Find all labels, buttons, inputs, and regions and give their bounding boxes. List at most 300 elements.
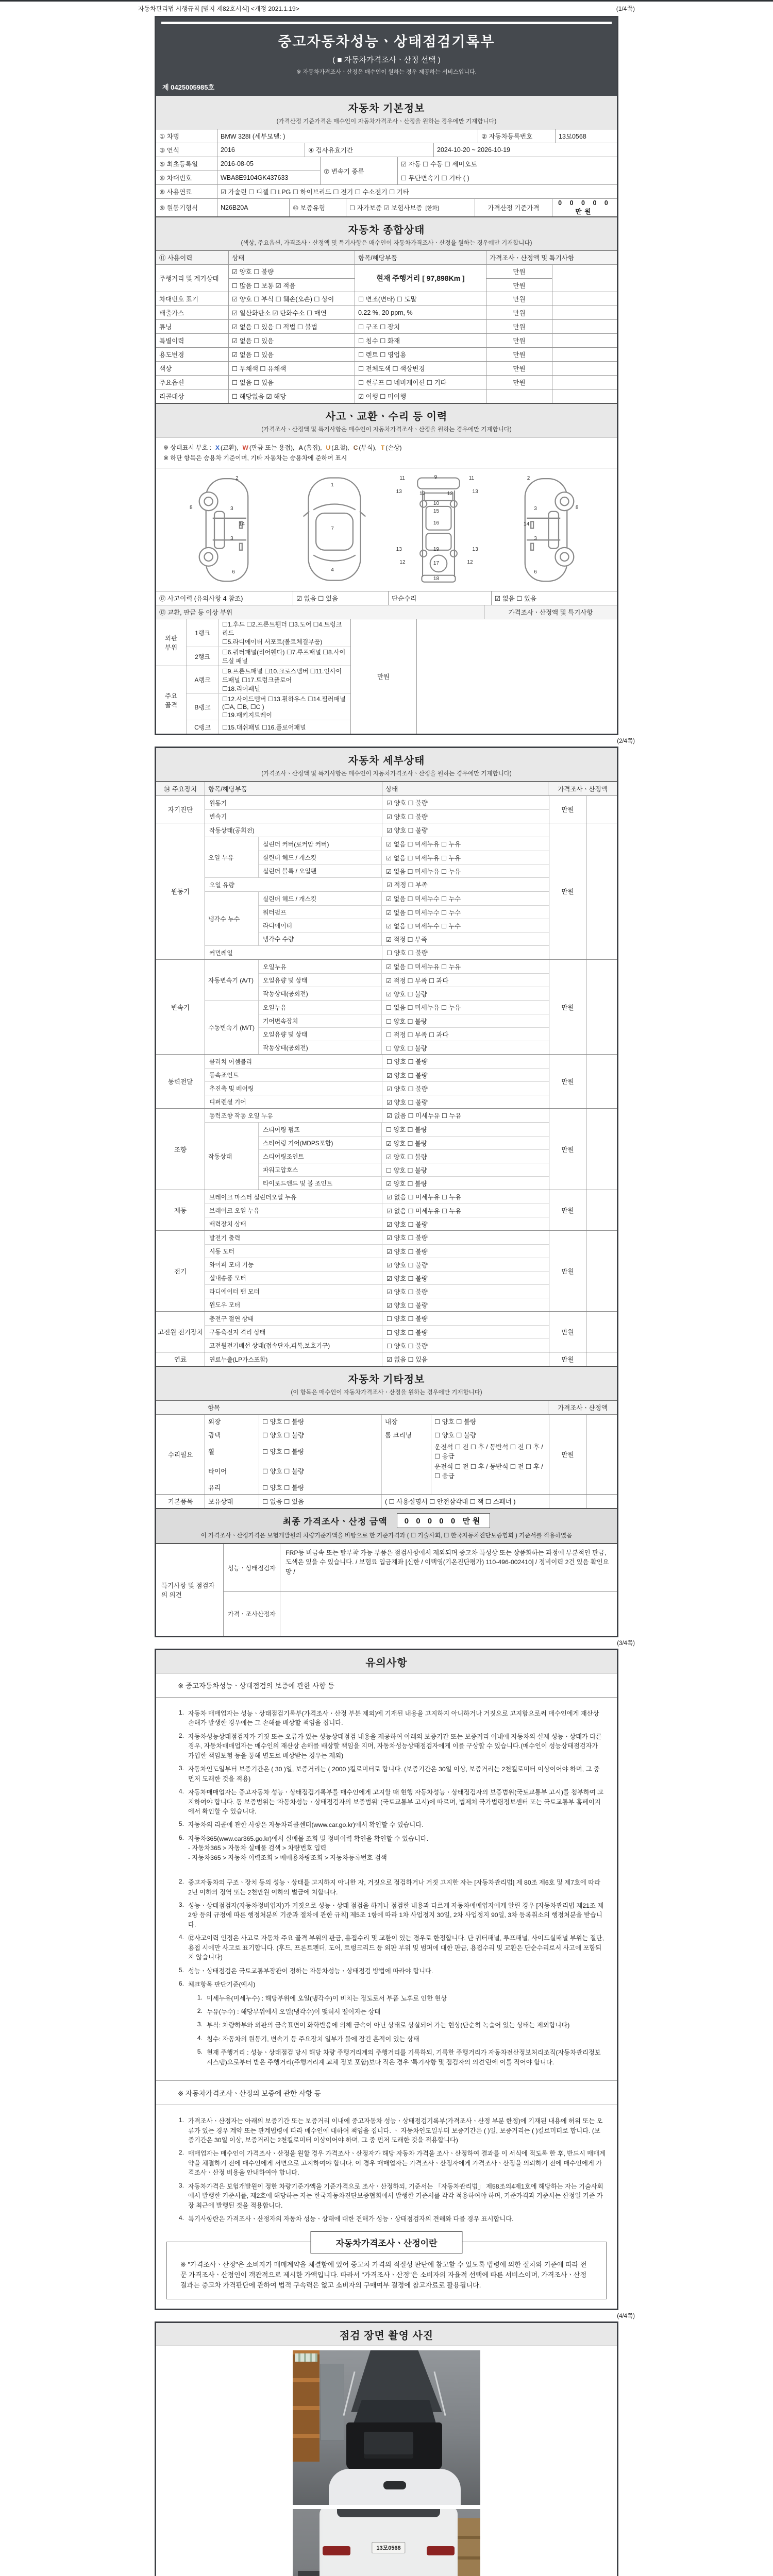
checkbox-group: ☑ 양호 ☐ 불량 — [381, 1177, 549, 1190]
mileage-states — [228, 265, 355, 292]
remark-cell — [586, 1231, 617, 1311]
item-label: 라디에이터 — [263, 922, 292, 929]
item-label: 룸 크리닝 — [381, 1428, 431, 1442]
item-label: 연료누출(LP가스포함) — [209, 1355, 268, 1363]
checkbox-group: ☑ 없음 ☐ 미세누유 ☐ 누유 — [381, 851, 549, 864]
remark-cell — [586, 960, 617, 1054]
checkbox-group: ☐15.대쉬패널 ☐16.플로어패널 — [219, 720, 350, 734]
row-label: 특별이력 — [159, 337, 184, 345]
document-title: 중고자동차성능ㆍ상태점검기록부 — [278, 34, 495, 49]
section-basic-info — [156, 96, 617, 129]
block-rows — [205, 1190, 549, 1230]
engine-block — [364, 2432, 413, 2459]
checkbox-group: ☐ 침수 ☐ 화재 — [355, 334, 486, 347]
car-outline-icon — [187, 474, 274, 584]
base-price-value: 0 0 0 0 0 만원 — [552, 199, 617, 216]
notice-item — [172, 1765, 606, 1784]
checkbox-group: ☑ 양호 ☐ 불량 — [381, 1137, 549, 1149]
item-label: 동력조향 작동 오일 누유 — [209, 1112, 273, 1120]
table-row — [259, 973, 549, 987]
group-label: 제동 — [174, 1207, 187, 1214]
sub-group-label: 작동상태 — [205, 1123, 259, 1190]
table-row — [259, 837, 549, 851]
table-row — [205, 946, 549, 959]
block-rows — [259, 1001, 549, 1054]
diagram-number: 13 — [396, 488, 402, 495]
diagram-number: 1 — [331, 482, 334, 488]
checkbox-group: ☑ 없음 ☐ 있음 — [293, 591, 388, 605]
detail-groups — [156, 795, 617, 1366]
table-row — [259, 1041, 549, 1054]
form-note-bar — [138, 4, 635, 13]
block-rows — [205, 1055, 549, 1108]
item-number: 3. — [178, 1765, 184, 1772]
detail-block — [205, 1109, 549, 1122]
price-cell: 만원 — [486, 376, 552, 389]
group-label: 원동기 — [171, 888, 190, 895]
checkbox-group: ☑ 양호 ☐ 불량 — [232, 268, 274, 276]
group-body — [205, 1415, 549, 1494]
checkbox-group: ☐ 양호 ☐ 불량 — [381, 1014, 549, 1027]
notice-item — [190, 2035, 606, 2044]
section-subtitle: (가격조사ㆍ산정액 및 특기사항은 매수인이 자동차가격조사ㆍ산정을 원하는 경우에만 기재합니다) — [261, 427, 512, 433]
table-row — [156, 375, 617, 389]
block-rows — [259, 892, 549, 945]
price-cell: 만원 — [549, 823, 586, 959]
column-header: 항목 — [208, 1404, 221, 1412]
item-label: 윈도우 모터 — [209, 1301, 241, 1309]
group-label: 전기 — [174, 1268, 187, 1275]
checkbox-group: ☐ 양호 ☐ 불량 — [382, 1339, 549, 1352]
warranty-provider: [한화] — [425, 205, 439, 211]
item-label: 브레이크 마스터 실린더오일 누유 — [209, 1193, 297, 1201]
table-row — [205, 1284, 549, 1298]
sheet-page-1 — [155, 16, 618, 735]
notice-item — [190, 2007, 606, 2016]
checkbox-group: ☐ 양호 ☐ 불량 — [381, 1041, 549, 1054]
table-row — [259, 1027, 549, 1041]
overall-rows — [156, 292, 617, 403]
table-row — [205, 1495, 549, 1508]
detail-block — [205, 1055, 549, 1108]
remark-cell — [586, 1352, 617, 1366]
item-text: 자동차의 리콜에 관한 사항은 자동차리콜센터(www.car.go.kr)에서 확인할 수 있습니다. — [188, 1821, 424, 1829]
diagram-number: 13 — [472, 488, 478, 495]
block-rows — [259, 960, 549, 1000]
table-row — [259, 892, 549, 905]
checkbox-group: ☑ 없음 ☐ 미세누유 ☐ 누유 — [382, 1204, 549, 1217]
group-body — [205, 1312, 549, 1352]
checkbox-group: ☑ 없음 ☐ 미세누수 ☐ 누수 — [381, 906, 549, 919]
item-label: 냉각수 수량 — [263, 936, 294, 943]
checkbox-group: ☐ 양호 ☐ 불량 — [259, 1461, 381, 1481]
checkbox-group: ☐ 양호 ☐ 불량 — [382, 1312, 549, 1325]
group-label: 연료 — [174, 1356, 187, 1363]
legend-description: (흠집), — [304, 444, 322, 451]
group-body — [205, 1109, 549, 1190]
accident-legend — [156, 437, 617, 468]
row-label: 배출가스 — [159, 310, 184, 317]
checkbox-group: ☑ 양호 ☐ 불량 — [382, 1231, 549, 1244]
checkbox-group: ☐ 양호 ☐ 불량 — [259, 1415, 381, 1428]
rank-rows — [186, 619, 350, 666]
item-number: 1. — [178, 2116, 184, 2124]
detail-block — [205, 1312, 549, 1352]
etc-base-group — [156, 1494, 617, 1508]
table-row — [156, 157, 617, 184]
detail-block — [205, 891, 549, 945]
field-label: ② 자동차등록번호 — [478, 129, 555, 143]
diagram-number: 6 — [534, 569, 537, 575]
row-label: 주요옵션 — [159, 379, 184, 386]
item-number: 2. — [197, 2007, 203, 2014]
remarks-table — [156, 1543, 617, 1636]
table-row — [205, 809, 549, 823]
checkbox-group: ☐6.쿼터패널(리어휀다) ☐7.루프패널 ☐8.사이드실 패널 — [219, 647, 350, 666]
table-row — [156, 143, 617, 157]
legend-symbol: T — [380, 444, 385, 451]
diagram-number: 11 — [399, 476, 405, 482]
legend-symbol: A — [298, 444, 304, 451]
checkbox-group: ☑ 적정 ☐ 부족 ☐ 과다 — [381, 974, 549, 987]
item-label: 작동상태(공회전) — [263, 990, 308, 997]
sub-group-label: 냉각수 누수 — [205, 892, 259, 945]
item-label: 고전원전기배선 상태(접속단자,피복,보호기구) — [209, 1342, 330, 1349]
table-row — [205, 1109, 549, 1122]
notice-item — [172, 1788, 606, 1816]
price-cell: 만원 — [486, 362, 552, 375]
table-row — [205, 1190, 549, 1204]
legend-symbol: X — [215, 444, 220, 451]
checkbox-group: ☑ 없음 ☐ 미세누유 ☐ 누유 — [381, 865, 549, 877]
item-text: ⑫사고이력 인정은 사고로 자동차 주요 골격 부위의 판금, 용접수리 및 교환이 있는 경우로 한정합니다. 단 쿼터패널, 루프패널, 사이드실패널 부위는 절단, 용접 시에만 사고로 표기합니다. (후드, 프론트펜더, 도어, 트렁크리드 등 외판 부위 및 범퍼에 대한 판금, 용접수리 및 교환은 단순수리로서 사고에 포함되지 않습니다) — [188, 1935, 604, 1961]
item-number: 4. — [178, 1934, 184, 1941]
rank-label: A랭크 — [194, 676, 211, 684]
item-label: 실린더 커버(로커암 커버) — [263, 840, 329, 848]
field-label: ⑩ 보증유형 — [289, 199, 346, 216]
table-row — [259, 1149, 549, 1163]
table-row — [205, 1442, 549, 1461]
diagram-number: 8 — [575, 505, 579, 511]
column-header: 가격조사ㆍ산정액 — [548, 782, 617, 795]
table-row — [205, 1204, 549, 1217]
item-label: 변속기 — [209, 813, 227, 820]
row-label: 주행거리 및 계기상태 — [159, 275, 219, 282]
price-cell: 만원 — [513, 268, 526, 276]
section-title: 자동차 종합상태 — [348, 225, 425, 236]
vin: WBA8E9104GK437633 — [217, 171, 320, 184]
price-cell — [486, 389, 552, 403]
legend-description: (손상) — [385, 444, 402, 451]
table-row — [205, 1258, 549, 1271]
group-label: 외판 부위 — [164, 635, 178, 651]
item-label: 파워고압호스 — [263, 1166, 298, 1174]
checkbox-group: ☐ 자가보증 ☑ 보험사보증 — [349, 205, 423, 212]
checkbox-group: ☐9.프론트패널 ☐10.크로스멤버 ☐11.인사이드패널 ☐17.트렁크플로어 ☐18.리어패널 — [219, 666, 350, 693]
detail-block — [205, 1190, 549, 1230]
item-number: 2. — [178, 2149, 184, 2157]
remark-cell — [586, 1109, 617, 1190]
table-row — [205, 1352, 549, 1366]
checkbox-group: ☑ 양호 ☐ 불량 — [382, 823, 549, 837]
field-label: 가격산정 기준가격 — [475, 199, 552, 216]
item-label: 워터펌프 — [263, 909, 287, 916]
price-cells — [486, 265, 552, 292]
item-label: 브레이크 오일 누유 — [209, 1207, 260, 1214]
workshop-cabinet — [321, 2364, 344, 2441]
column-header: 가격조사ㆍ산정액 및 특기사항 — [484, 605, 617, 619]
etc-repair-group — [156, 1414, 617, 1494]
checkbox-group: ☐1.후드 ☐2.프론트휀더 ☐3.도어 ☐4.트렁크리드 ☐5.라디에이터 서포트(볼트체결부품) — [219, 619, 350, 647]
checkbox-group — [431, 1481, 549, 1494]
legend-symbol: W — [242, 444, 248, 451]
table-row — [259, 1176, 549, 1190]
windshield — [354, 2400, 436, 2424]
item-label: 라디에이터 팬 모터 — [209, 1288, 260, 1295]
checkbox-group: ☑ 양호 ☐ 불량 — [381, 987, 549, 1000]
diagram-number: 13 — [472, 546, 478, 552]
inspection-period: 2024-10-20 ~ 2026-10-19 — [433, 143, 617, 157]
diagram-number: 15 — [433, 508, 440, 514]
diagram-number: 6 — [232, 569, 235, 575]
checkbox-group: ☑ 없음 ☐ 미세누수 ☐ 누수 — [381, 892, 549, 905]
table-row — [205, 1081, 549, 1095]
diagram-number: 12 — [399, 560, 406, 566]
detail-block — [205, 1231, 549, 1311]
detail-block — [205, 823, 549, 837]
block-rows — [205, 823, 549, 837]
rank-label: 1랭크 — [195, 630, 210, 637]
column-header: 항목/해당부품 — [355, 251, 486, 264]
table-row — [187, 619, 350, 647]
car-diagram-left-side — [187, 474, 274, 584]
notice-item — [172, 1980, 606, 1989]
item-text: 매매업자는 매수인이 가격조사ㆍ산정을 원할 경우 가격조사ㆍ산정자가 해당 자동차 가격을 조사ㆍ산정하여 결과를 이 서식에 적도록 한 후, 반드시 매매계약을 체결하기 전에 매수인에게 서면으로 고지하여야 합니다. 이 경우 매매업자는 가격조사ㆍ산정자에게 가격조사ㆍ산정을 의뢰하기 전에 매수인에게 가격조사ㆍ산정 비용을 안내하여야 합니다. — [188, 2150, 606, 2177]
checkbox-group: ☑ 없음 ☐ 미세누유 ☐ 누유 — [382, 1190, 549, 1204]
section-etc-info — [156, 1366, 617, 1400]
table-row — [205, 1217, 549, 1230]
table-row — [156, 319, 617, 333]
price-cell: 만원 — [549, 1055, 586, 1108]
about-box-title: 자동차가격조사ㆍ산정이란 — [310, 2231, 462, 2253]
about-box-body: ※ "가격조사ㆍ산정"은 소비자가 매매계약을 체결함에 있어 중고차 가격의 적절성 판단에 참고할 수 있도록 법령에 의한 절차와 기준에 따라 전문 가격조사ㆍ산정인이 객관적으로 제시한 가액입니다. 따라서 "가격조사ㆍ산정"은 소비자의 자율적 선택에 따른 서비스이며, 가격조사ㆍ산정 결과는 중고차 가격판단에 관하여 법적 구속력은 없고 소비자의 구매여부 결정에 참고자료로 활용됩니다. — [180, 2260, 587, 2289]
legend-description: (요철), — [331, 444, 349, 451]
detail-block — [205, 877, 549, 891]
photos-body — [156, 2346, 617, 2576]
item-text: 부식: 차량하부와 외판의 금속표면이 화학반응에 의해 금속이 아닌 상태로 상실되어 가는 현상(단순히 녹슬어 있는 상태는 제외합니다) — [207, 2022, 570, 2029]
detail-block — [205, 837, 549, 877]
diagram-number: 19 — [433, 546, 440, 552]
price-cell: 만원 — [549, 796, 586, 823]
column-header: ⑬ 교환, 판금 등 이상 부위 — [159, 609, 233, 616]
workshop-shelf — [293, 2350, 320, 2462]
item-text: 성능ㆍ상태점검은 국토교통부장관이 정하는 자동차성능ㆍ상태점검 방법에 따라야 합니다. — [188, 1967, 433, 1975]
first-registration-date: 2016-08-05 — [217, 157, 320, 171]
group-label: 기본품목 — [167, 1498, 193, 1505]
vehicle-name: BMW 328I (세부모델: ) — [217, 129, 478, 143]
checkbox-group: ☑ 자동 ☐ 수동 ☐ 세미오토 — [401, 161, 477, 168]
item-number: 1. — [197, 1993, 203, 2001]
photo-rear-view — [293, 2509, 480, 2576]
checkbox-group: ☐ 양호 ☐ 불량 — [431, 1415, 549, 1428]
remark-cell — [586, 796, 617, 823]
frame-panel-group — [156, 666, 350, 734]
about-appraisal-box — [166, 2238, 607, 2299]
registration-number: 13모0568 — [555, 129, 617, 143]
group-label: 주요 골격 — [164, 692, 178, 709]
notice-item — [190, 2021, 606, 2030]
item-number: 4. — [178, 1788, 184, 1795]
sub-group-label: 수동변속기 (M/T) — [205, 1001, 259, 1054]
basic-info-table — [156, 129, 617, 216]
item-label: 스티어링 기어(MDPS포함) — [263, 1140, 333, 1147]
group-body — [205, 1231, 549, 1311]
rank-groups — [156, 619, 350, 734]
table-row — [205, 823, 549, 837]
notice-item — [190, 1994, 606, 2003]
final-price-value: 0 0 0 0 0 만원 — [397, 1513, 491, 1528]
checkbox-group: ☑ 양호 ☐ 불량 — [382, 1095, 549, 1108]
appraiser-remarks-row — [224, 1591, 617, 1636]
section-photos — [156, 2323, 617, 2346]
table-row — [259, 905, 549, 919]
table-row — [259, 1136, 549, 1149]
item-label: 스티어링 펌프 — [263, 1126, 300, 1133]
checkbox-group: ☑ 양호 ☐ 불량 — [382, 1245, 549, 1258]
inspector-remarks-text: FRP등 비금속 또는 탈부착 가능 부품은 점검사항에서 제외되며 중고차 특성상 또는 상품화하는 과정에 부분적인 판금, 도색은 있을 수 있습니다. / 보험료 입금계좌 [신한 / 이택영(기온진단평가) 110-496-002410] / 정비이력 2건 있음 확인요망 / — [285, 1549, 609, 1575]
left-stack — [156, 157, 320, 184]
taillight-right — [427, 2546, 455, 2555]
sheet-page-2 — [155, 747, 618, 1637]
table-row — [205, 1244, 549, 1258]
detail-group — [156, 1352, 617, 1366]
table-row — [156, 361, 617, 375]
car-diagram-top — [291, 474, 378, 584]
notice-heading-a: ※ 중고자동차성능ㆍ상태점검의 보증에 관한 사항 등 — [156, 1673, 617, 1698]
group-label: 조향 — [174, 1146, 187, 1154]
table-row — [187, 666, 350, 693]
field-label: ⑧ 사용연료 — [159, 189, 192, 196]
remarks-label: 특기사항 및 점검자의 의견 — [161, 1582, 215, 1599]
remark-cell — [552, 320, 617, 333]
checkbox-group: ☐ 무채색 ☐ 유채색 — [228, 362, 355, 375]
row-label: 튜닝 — [159, 324, 172, 331]
section-detail-state — [156, 748, 617, 782]
checkbox-group: ☑ 없음 ☐ 있음 — [228, 334, 355, 347]
item-number: 1. — [178, 1709, 184, 1716]
item-label: 충전구 절연 상태 — [209, 1315, 254, 1323]
car-frame-icon — [395, 474, 482, 584]
item-text: 자동차성능상태점검자가 거짓 또는 오류가 있는 성능상태점검 내용을 제공하여 아래의 보증기간 또는 보증거리 이내에 자동차의 실제 성능ㆍ상태가 다른 경우, 자동차매매업자는 매수인의 재산상 손해를 배상할 책임을 지며, 자동차성능상태점검자에게 이를 구상할 수 있습니다.(매수인이 성능상태점검자가 가입한 책임보험 등을 통해 별도로 배상받는 경우는 제외) — [188, 1733, 602, 1759]
checkbox-group: ☐ 양호 ☐ 불량 — [259, 1442, 381, 1461]
price-cell: 만원 — [486, 306, 552, 319]
checkbox-group: ☑ 없음 ☐ 미세누유 ☐ 누유 — [381, 837, 549, 851]
diagram-number: 2 — [527, 476, 530, 482]
checkbox-group: ☐ 전체도색 ☐ 색상변경 — [355, 362, 486, 375]
group-body — [205, 1055, 549, 1108]
model-year: 2016 — [217, 143, 305, 157]
group-body — [205, 823, 549, 959]
item-label: 외장 — [208, 1418, 221, 1426]
table-row — [156, 347, 617, 361]
notice-item — [172, 1878, 606, 1897]
item-text: 체크항목 판단기준(예시) — [188, 1981, 256, 1989]
diagram-number: 12 — [467, 560, 473, 566]
item-label: 유리 — [208, 1484, 221, 1492]
document-number: 제 0425005985호 — [162, 83, 215, 91]
final-price-label: 최종 가격조사ㆍ산정 금액 — [282, 1517, 388, 1527]
table-row — [205, 1415, 549, 1428]
item-label: 클러치 어셈블리 — [209, 1058, 253, 1065]
checkbox-group: ☐ 양호 ☐ 불량 — [259, 1428, 381, 1442]
table-row — [205, 1231, 549, 1244]
block-rows — [205, 1231, 549, 1311]
checkbox-group: ☐ 썬루프 ☐ 네비게이션 ☐ 기타 — [355, 376, 486, 389]
item-label: 와이퍼 모터 기능 — [209, 1261, 254, 1268]
item-number: 6. — [178, 1834, 184, 1841]
item-number: 5. — [178, 1966, 184, 1974]
group-body — [205, 1352, 549, 1366]
group-label: 자기진단 — [167, 806, 193, 814]
checkbox-group: ☑ 양호 ☐ 불량 — [382, 1217, 549, 1230]
legend-description: (교환), — [220, 444, 239, 451]
item-text: 미세누유(미세누수) : 해당부위에 오일(냉각수)이 비치는 정도로서 부품 노후로 인한 현상 — [207, 1994, 447, 2002]
item-number: 3. — [197, 2021, 203, 2028]
item-text: 현재 주행거리 : 성능ㆍ상태점검 당시 해당 차량 주행거리계의 주행거리를 기록하되, 기록한 주행거리가 자동차전산정보처리조직(자동차관리정보시스템)으로부터 받은 주행거리(주행거리계 교체 정보 포함)보다 적은 경우 '특기사항 및 점검자의 의견'란에 이를 적어야 합니다. — [207, 2049, 601, 2066]
car-outline-icon — [499, 474, 586, 584]
table-header-row — [156, 251, 617, 264]
remark-cell — [586, 823, 617, 959]
diagram-number: 3 — [230, 535, 233, 541]
diagram-number: 4 — [331, 567, 334, 573]
field-label: ⑤ 최초등록일 — [159, 161, 198, 168]
checkbox-group: ☑ 양호 ☐ 불량 — [382, 1298, 549, 1311]
item-number: 5. — [197, 2048, 203, 2056]
table-row — [259, 851, 549, 864]
price-cell — [549, 1495, 586, 1508]
item-label: 오일유량 및 상태 — [263, 1031, 308, 1038]
block-rows — [205, 1352, 549, 1366]
fuel-checkbox-group: ☑ 가솔린 ☐ 디젤 ☐ LPG ☐ 하이브리드 ☐ 전기 ☐ 수소전기 ☐ 기타 — [217, 185, 617, 198]
table-row — [259, 1001, 549, 1014]
plate-number: 13모0568 — [376, 2545, 401, 2551]
item-text: 자동차매매업자는 중고자동차 성능ㆍ상태점검기록부를 매수인에게 고지할 때 현행 자동차성능ㆍ상태점검자의 보증범위(국토교통부 고시)를 첨부하여 고지하여야 합니다. 동 보증범위는 '자동차성능ㆍ상태점검자의 보증범위' (국토교통부 고시)에 따르며, 법제처 국가법령정보센터 또는 국토교통부 홈페이지에서 확인할 수 있습니다. — [188, 1789, 604, 1815]
remark-cell — [586, 1190, 617, 1230]
diagram-number: 14 — [524, 521, 530, 528]
item-label — [381, 1461, 431, 1481]
table-row — [187, 693, 350, 720]
table-row — [205, 1338, 549, 1352]
group-label: 수리필요 — [167, 1451, 193, 1459]
diagram-number: 13 — [396, 546, 402, 552]
price-cell: 만원 — [486, 278, 552, 292]
remark-cell — [586, 1312, 617, 1352]
remark-cell — [552, 265, 617, 292]
detail-group — [156, 959, 617, 1054]
remark-cell — [552, 362, 617, 375]
group-label: 변속기 — [171, 1004, 190, 1011]
section-title: 유의사항 — [365, 1657, 408, 1669]
row-label: 리콜대상 — [159, 393, 184, 400]
table-row — [187, 647, 350, 666]
price-cell: 만원 — [486, 320, 552, 333]
item-text: 침수: 자동차의 원동기, 변속기 등 주요장치 일부가 물에 잠긴 흔적이 있는 상태 — [207, 2035, 419, 2043]
section-notice — [156, 1650, 617, 1673]
license-plate — [372, 2542, 405, 2553]
table-row — [156, 292, 617, 306]
item-label: 타이어 — [208, 1468, 227, 1475]
checkbox-group: ☑ 양호 ☐ 불량 — [381, 1150, 549, 1163]
